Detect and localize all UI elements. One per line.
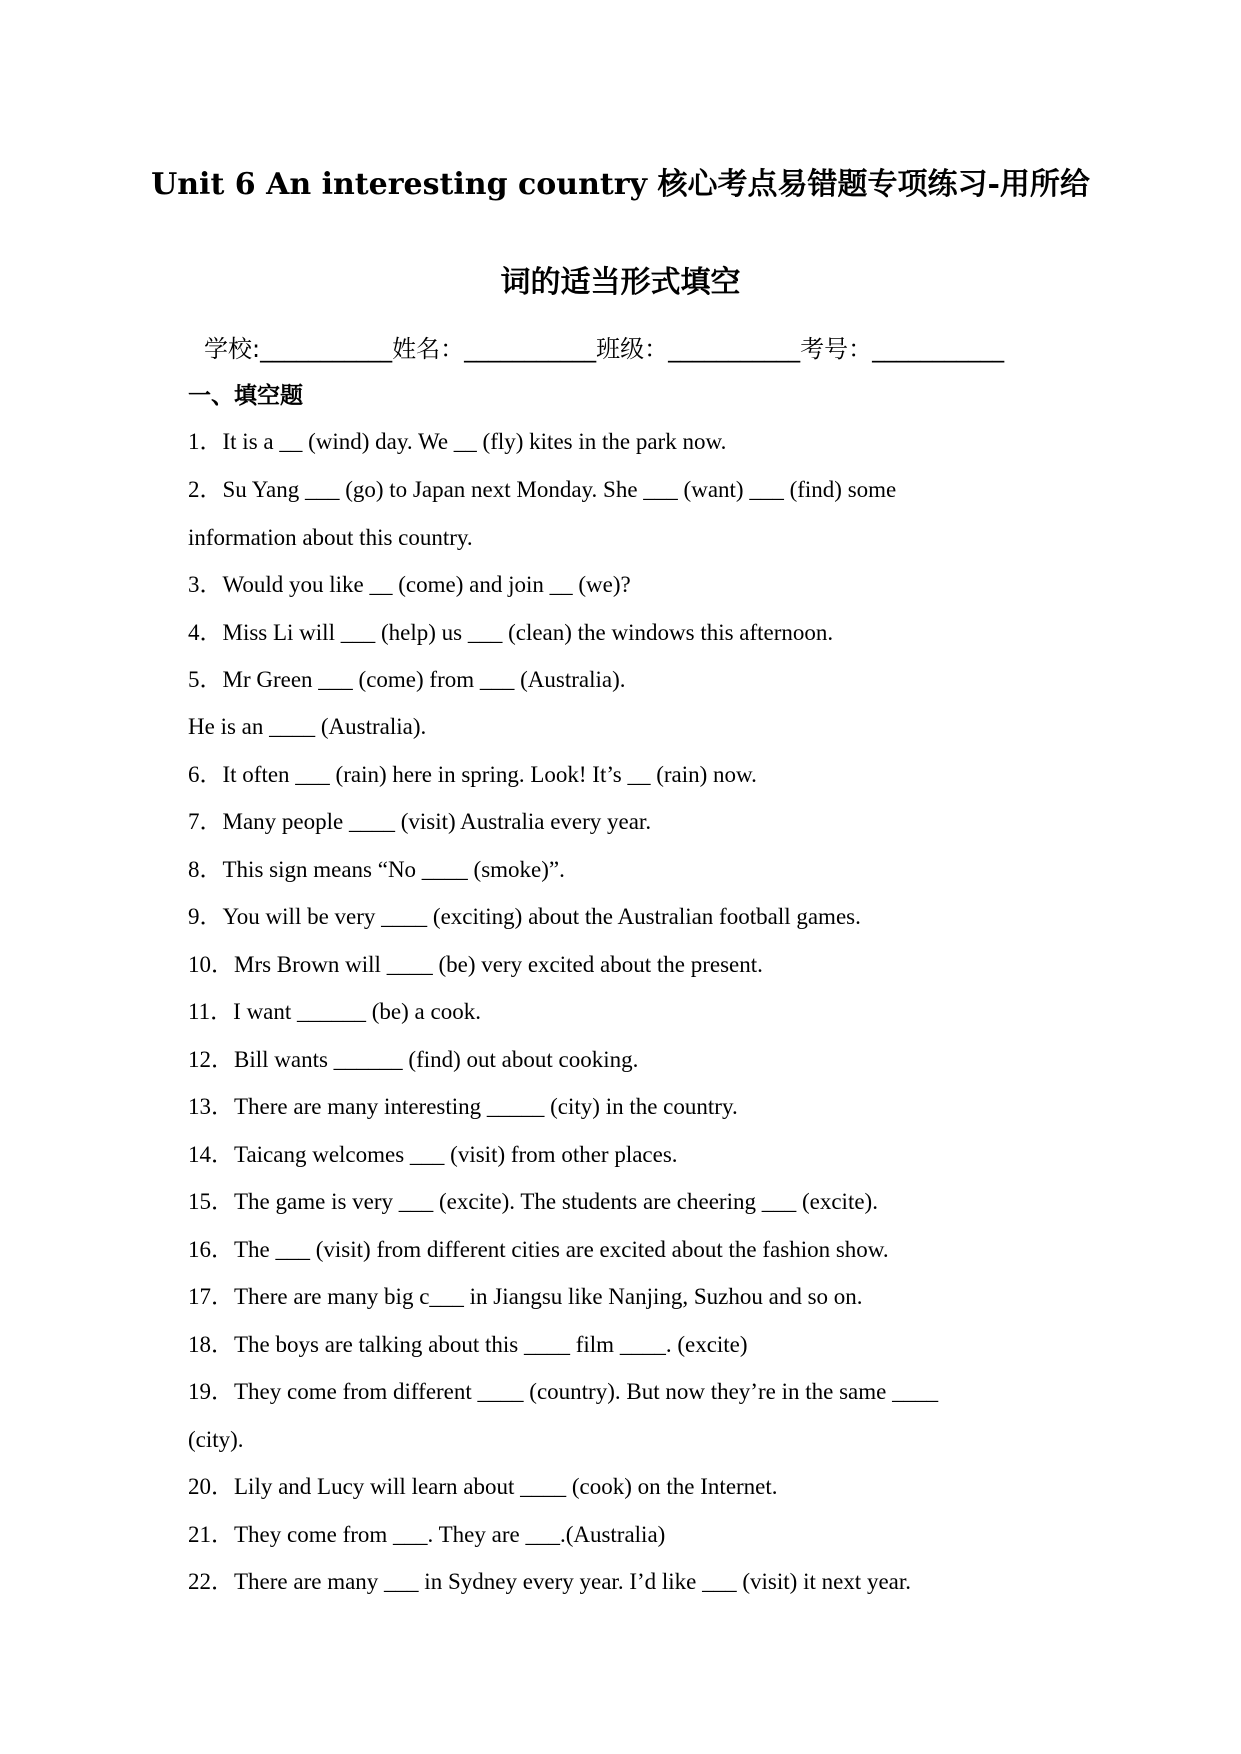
page-title-line-1: Unit 6 An interesting country 核心考点易错题专项练习-用所给	[151, 167, 1090, 202]
question-number: 12．	[188, 1047, 234, 1072]
question-number: 20．	[188, 1474, 234, 1499]
question-text: Many people ____ (visit) Australia every year.	[222, 809, 652, 834]
question-text: (city).	[188, 1427, 244, 1452]
question-number: 2．	[188, 477, 223, 502]
question-number: 4．	[188, 620, 223, 645]
question-text: He is an ____ (Australia).	[188, 714, 427, 739]
question-line	[188, 1091, 738, 1123]
question-text: The boys are talking about this ____ film ____. (excite)	[234, 1332, 748, 1357]
question-line	[188, 1519, 665, 1551]
question-text: Would you like __ (come) and join __ (we)?	[222, 572, 631, 597]
question-line	[188, 1566, 911, 1598]
question-line	[188, 1376, 938, 1408]
question-text: I want ______ (be) a cook.	[233, 999, 481, 1024]
question-line	[188, 617, 833, 649]
question-line-continued	[188, 522, 473, 554]
question-text: They come from ___. They are ___.(Australia)	[234, 1522, 666, 1547]
question-line	[188, 759, 757, 791]
question-line-continued	[188, 1424, 244, 1456]
question-number: 6．	[188, 762, 223, 787]
question-text: information about this country.	[188, 525, 473, 550]
question-text: Bill wants ______ (find) out about cooking.	[234, 1047, 639, 1072]
question-line	[188, 1329, 748, 1361]
question-line	[188, 901, 861, 933]
question-number: 8．	[188, 857, 223, 882]
question-number: 21．	[188, 1522, 234, 1547]
question-number: 7．	[188, 809, 223, 834]
question-line	[188, 474, 896, 506]
section-heading: 一、填空题	[188, 383, 303, 409]
question-number: 5．	[188, 667, 223, 692]
question-text: This sign means “No ____ (smoke)”.	[222, 857, 565, 882]
question-text: Mrs Brown will ____ (be) very excited about the present.	[234, 952, 763, 977]
question-number: 15．	[188, 1189, 234, 1214]
question-text: It often ___ (rain) here in spring. Look! It’s __ (rain) now.	[222, 762, 757, 787]
question-number: 17．	[188, 1284, 234, 1309]
question-line	[188, 1186, 878, 1218]
question-line	[188, 996, 481, 1028]
question-number: 11．	[188, 999, 234, 1024]
question-number: 18．	[188, 1332, 234, 1357]
question-line-continued	[188, 711, 426, 743]
question-number: 22．	[188, 1569, 234, 1594]
question-number: 1．	[188, 429, 223, 454]
question-line	[188, 426, 726, 458]
page-title-line-2: 词的适当形式填空	[500, 265, 741, 300]
question-number: 19．	[188, 1379, 234, 1404]
question-line	[188, 806, 651, 838]
question-text: Taicang welcomes ___ (visit) from other places.	[234, 1142, 678, 1167]
question-line	[188, 949, 763, 981]
question-text: You will be very ____ (exciting) about the Australian football games.	[222, 904, 861, 929]
question-number: 16．	[188, 1237, 234, 1262]
question-text: Lily and Lucy will learn about ____ (cook) on the Internet.	[234, 1474, 778, 1499]
question-line	[188, 1139, 678, 1171]
question-number: 3．	[188, 572, 223, 597]
question-text: There are many ___ in Sydney every year. I’d like ___ (visit) it next year.	[234, 1569, 912, 1594]
question-number: 13．	[188, 1094, 234, 1119]
question-text: It is a __ (wind) day. We __ (fly) kites in the park now.	[222, 429, 727, 454]
question-number: 14．	[188, 1142, 234, 1167]
question-text: Miss Li will ___ (help) us ___ (clean) the windows this afternoon.	[222, 620, 834, 645]
question-line	[188, 1044, 638, 1076]
question-line	[188, 1281, 863, 1313]
question-text: Mr Green ___ (come) from ___ (Australia).	[222, 667, 626, 692]
question-text: There are many interesting _____ (city) in the country.	[234, 1094, 738, 1119]
question-text: They come from different ____ (country). But now they’re in the same ____	[234, 1379, 939, 1404]
question-line	[188, 1234, 889, 1266]
question-line	[188, 664, 626, 696]
question-line	[188, 569, 631, 601]
question-text: Su Yang ___ (go) to Japan next Monday. She ___ (want) ___ (find) some	[222, 477, 897, 502]
question-line	[188, 854, 565, 886]
question-line	[188, 1471, 778, 1503]
question-text: The game is very ___ (excite). The students are cheering ___ (excite).	[234, 1189, 878, 1214]
question-number: 9．	[188, 904, 223, 929]
question-number: 10．	[188, 952, 234, 977]
question-text: There are many big c___ in Jiangsu like Nanjing, Suzhou and so on.	[234, 1284, 863, 1309]
question-text: The ___ (visit) from different cities are excited about the fashion show.	[234, 1237, 889, 1262]
student-info-line: 学校:___________姓名：___________班级：___________考号：___________	[204, 335, 1005, 363]
